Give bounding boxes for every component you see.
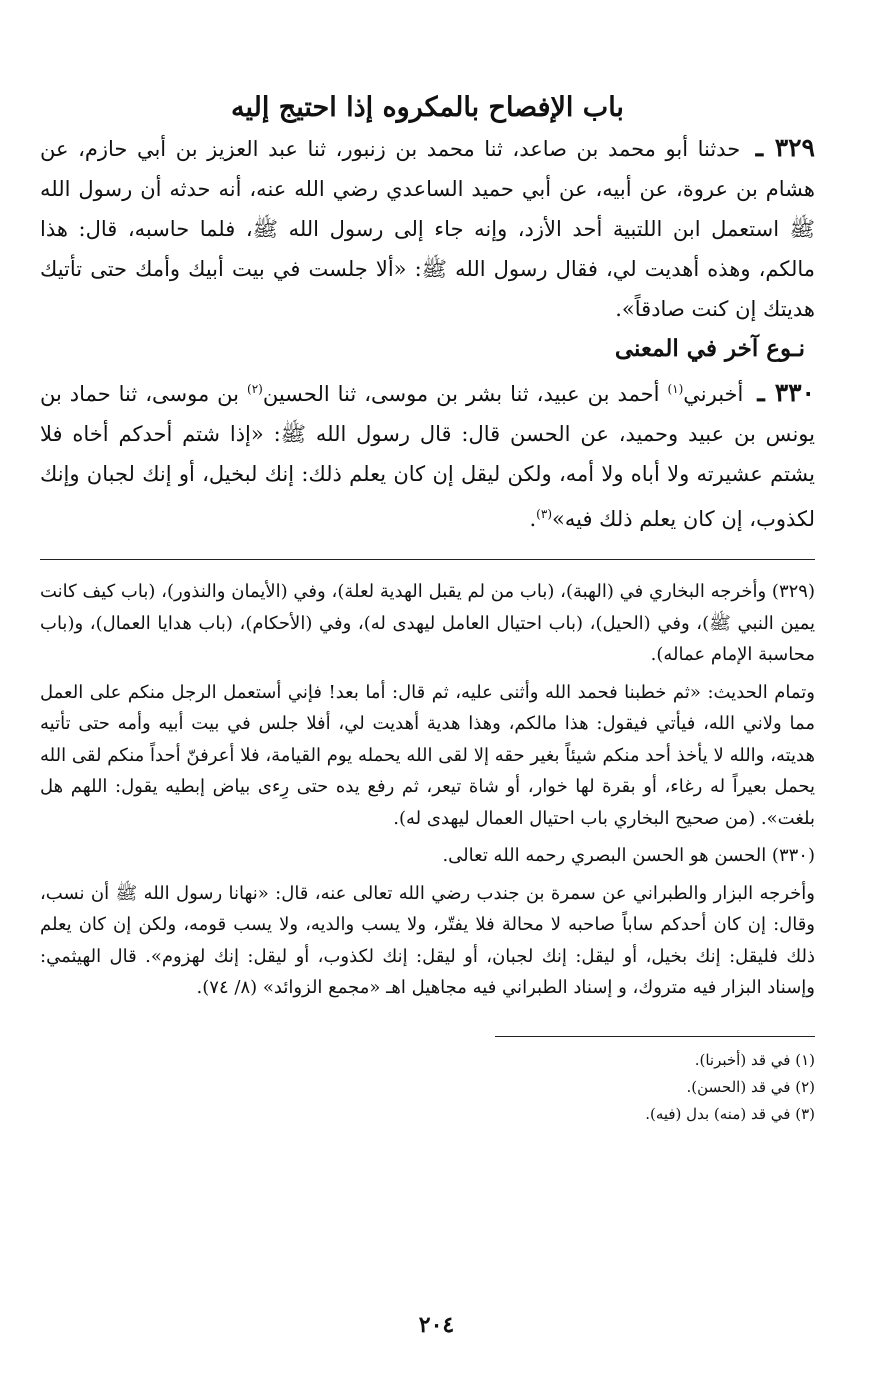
footnote-ref-2: (٢) [247, 382, 263, 396]
note-329: (٣٢٩) وأخرجه البخاري في (الهبة)، (باب من لم يقبل الهدية لعلة)، وفي (الأيمان والنذور)، (باب كيف كانت يمين النبي ﷺ)، وفي (الحيل)، (باب احتيال العامل ليهدى له)، وفي (الأحكام)، (باب هدايا العمال)، و(باب محاسبة الإمام عماله). [40, 581, 815, 665]
note-330-continuation: وأخرجه البزار والطبراني عن سمرة بن جندب رضي الله تعالى عنه، قال: «نهانا رسول الله ﷺ أن نسب، وقال: إن كان أحدكم ساباً صاحبه لا محالة فلا يفتّر، ولا يسب والديه، ولا يسب قومه، ولكن إن كان يعلم ذلك فليقل: إنك بخيل، أو ليقل: إنك لجبان، أو ليقل: إنك لكذوب، أو ليقل: إنك لهزوم». قال الهيثمي: وإسناد البزار فيه متروك، و إسناد الطبراني فيه مجاهيل اهـ «مجمع الزوائد» (٨/ ٧٤). [40, 882, 815, 998]
hadith-text: أحمد بن عبيد، ثنا بشر بن موسى، ثنا الحسين [262, 382, 660, 406]
hadith-330 [40, 369, 815, 539]
footnote-1: (١) في قد (أخبرنا). [694, 1050, 815, 1069]
hadith-329 [40, 128, 815, 329]
hadith-text: أخبرني [683, 382, 744, 406]
footnotes-divider [495, 1036, 815, 1037]
hadith-text: بن موسى، ثنا حماد بن يونس بن عبيد وحميد، عن الحسن قال: قال رسول الله ﷺ: «إذا شتم أحدكم أخاه فلا يشتم عشيرته ولا أباه ولا أمه، ولكن ليقل إن كان يعلم ذلك: إنك لبخيل، أو إنك لجبان وإنك لكذوب، إن كان يعلم ذلك فيه» [40, 382, 815, 531]
note-329-continuation: وتمام الحديث: «ثم خطبنا فحمد الله وأثنى عليه، ثم قال: أما بعد! فإني أستعمل الرجل منكم على العمل مما ولاني الله، فيأتي فيقول: هذا مالكم، وهذا هدية أهديت لي، أفلا جلس في بيت أبيه وأمه حتى تأتيه هديته، والله لا يأخذ أحد منكم شيئاً بغير حقه إلا لقى الله يحمله يوم القيامة، فلا أعرفنّ أحداً منكم لقى الله يحمل بعيراً له رغاء، أو بقرة لها خوار، أو شاة تيعر، ثم رفع يده حتى رِءى بياض إبطيه يقول: اللهم هل بلغت». (من صحيح البخاري باب احتيال العمال ليهدى له). [40, 681, 816, 829]
hadith-number: ٣٢٩ ـ [755, 133, 815, 162]
notes-divider [40, 559, 815, 560]
hadith-number: ٣٣٠ ـ [757, 378, 815, 407]
footnote-ref-3: (٣) [536, 507, 552, 521]
hadith-text: حدثنا أبو محمد بن صاعد، ثنا محمد بن زنبور، ثنا عبد العزيز بن أبي حازم، عن هشام بن عروة، عن أبيه، عن أبي حميد الساعدي رضي الله عنه، أنه حدثه أن رسول الله ﷺ استعمل ابن اللتبية أحد الأزد، وإنه جاء إلى رسول الله ﷺ، فلما حاسبه، قال: هذا مالكم، وهذه أهديت لي، فقال رسول الله ﷺ: «ألا جلست في بيت أبيك وأمك حتى تأتيك هديتك إن كنت صادقاً». [40, 137, 815, 321]
subheading: نـوع آخر في المعنى [614, 335, 805, 362]
footnote-2: (٢) في قد (الحسن). [686, 1077, 815, 1096]
page-title: باب الإفصاح بالمكروه إذا احتيج إليه [231, 92, 624, 123]
note-330: (٣٣٠) الحسن هو الحسن البصري رحمه الله تعالى. [442, 845, 815, 866]
hadith-text-end: . [529, 507, 537, 531]
page [40, 80, 815, 1376]
footnote-3: (٣) في قد (منه) بدل (فيه). [645, 1104, 815, 1123]
footnote-ref-1: (١) [667, 382, 684, 396]
page-number: ٢٠٤ [418, 1312, 455, 1338]
